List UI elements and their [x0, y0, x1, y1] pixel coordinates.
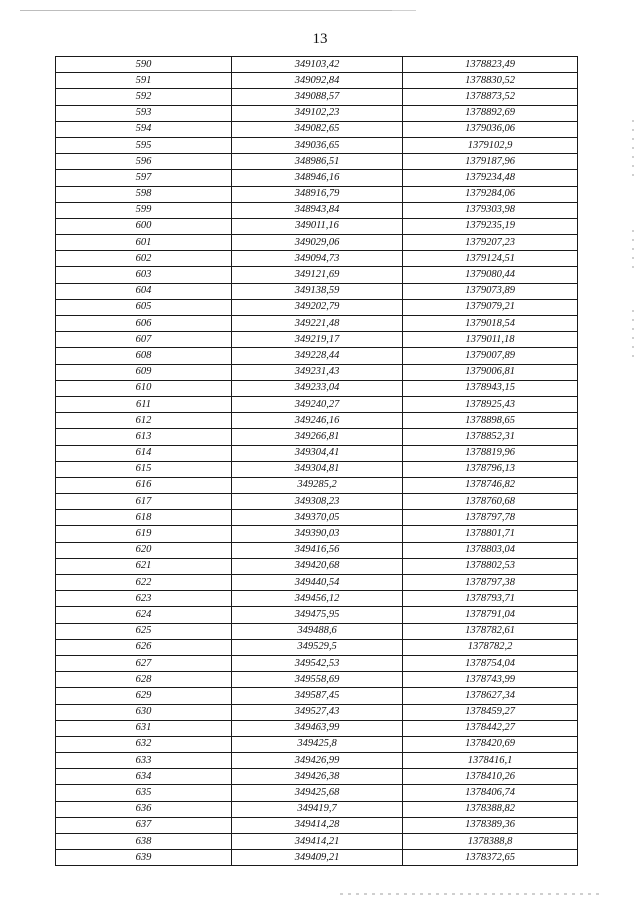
- point-number-cell: 598: [56, 186, 232, 202]
- y-coordinate-cell: 1378388,8: [403, 834, 578, 850]
- point-number-cell: 636: [56, 801, 232, 817]
- point-number-cell: 619: [56, 526, 232, 542]
- y-coordinate-cell: 1378873,52: [403, 89, 578, 105]
- x-coordinate-cell: 349420,68: [232, 558, 403, 574]
- y-coordinate-cell: 1378823,49: [403, 57, 578, 73]
- x-coordinate-cell: 348986,51: [232, 154, 403, 170]
- y-coordinate-cell: 1379006,81: [403, 364, 578, 380]
- x-coordinate-cell: 349587,45: [232, 688, 403, 704]
- point-number-cell: 616: [56, 477, 232, 493]
- point-number-cell: 605: [56, 299, 232, 315]
- x-coordinate-cell: 349266,81: [232, 429, 403, 445]
- point-number-cell: 604: [56, 283, 232, 299]
- table-row: [56, 510, 578, 526]
- table-row: [56, 801, 578, 817]
- x-coordinate-cell: 349228,44: [232, 348, 403, 364]
- point-number-cell: 612: [56, 413, 232, 429]
- point-number-cell: 637: [56, 817, 232, 833]
- point-number-cell: 600: [56, 218, 232, 234]
- point-number-cell: 607: [56, 332, 232, 348]
- x-coordinate-cell: 349285,2: [232, 477, 403, 493]
- x-coordinate-cell: 349308,23: [232, 494, 403, 510]
- y-coordinate-cell: 1379102,9: [403, 137, 578, 153]
- x-coordinate-cell: 349121,69: [232, 267, 403, 283]
- table-row: [56, 73, 578, 89]
- table-row: [56, 283, 578, 299]
- y-coordinate-cell: 1378791,04: [403, 607, 578, 623]
- table-row: [56, 121, 578, 137]
- y-coordinate-cell: 1378372,65: [403, 850, 578, 866]
- x-coordinate-cell: 349082,65: [232, 121, 403, 137]
- y-coordinate-cell: 1379080,44: [403, 267, 578, 283]
- y-coordinate-cell: 1378746,82: [403, 477, 578, 493]
- point-number-cell: 614: [56, 445, 232, 461]
- y-coordinate-cell: 1378754,04: [403, 655, 578, 671]
- coordinates-table-body: [56, 57, 578, 866]
- point-number-cell: 620: [56, 542, 232, 558]
- point-number-cell: 634: [56, 769, 232, 785]
- x-coordinate-cell: 349529,5: [232, 639, 403, 655]
- y-coordinate-cell: 1379234,48: [403, 170, 578, 186]
- point-number-cell: 628: [56, 672, 232, 688]
- x-coordinate-cell: 348946,16: [232, 170, 403, 186]
- point-number-cell: 602: [56, 251, 232, 267]
- point-number-cell: 639: [56, 850, 232, 866]
- table-row: [56, 477, 578, 493]
- y-coordinate-cell: 1379007,89: [403, 348, 578, 364]
- y-coordinate-cell: 1379011,18: [403, 332, 578, 348]
- y-coordinate-cell: 1378943,15: [403, 380, 578, 396]
- point-number-cell: 609: [56, 364, 232, 380]
- x-coordinate-cell: 349414,21: [232, 834, 403, 850]
- point-number-cell: 599: [56, 202, 232, 218]
- scan-bottom-marks: [340, 893, 600, 895]
- x-coordinate-cell: 349240,27: [232, 396, 403, 412]
- x-coordinate-cell: 349426,38: [232, 769, 403, 785]
- x-coordinate-cell: 349304,81: [232, 461, 403, 477]
- table-row: [56, 445, 578, 461]
- table-row: [56, 591, 578, 607]
- x-coordinate-cell: 349488,6: [232, 623, 403, 639]
- y-coordinate-cell: 1379235,19: [403, 218, 578, 234]
- table-row: [56, 623, 578, 639]
- x-coordinate-cell: 349425,8: [232, 736, 403, 752]
- x-coordinate-cell: 349029,06: [232, 235, 403, 251]
- table-row: [56, 672, 578, 688]
- table-row: [56, 429, 578, 445]
- y-coordinate-cell: 1378782,2: [403, 639, 578, 655]
- table-row: [56, 348, 578, 364]
- y-coordinate-cell: 1379079,21: [403, 299, 578, 315]
- y-coordinate-cell: 1378743,99: [403, 672, 578, 688]
- table-row: [56, 186, 578, 202]
- point-number-cell: 623: [56, 591, 232, 607]
- x-coordinate-cell: 349202,79: [232, 299, 403, 315]
- x-coordinate-cell: 349102,23: [232, 105, 403, 121]
- point-number-cell: 603: [56, 267, 232, 283]
- y-coordinate-cell: 1378797,78: [403, 510, 578, 526]
- y-coordinate-cell: 1378406,74: [403, 785, 578, 801]
- table-row: [56, 542, 578, 558]
- table-row: [56, 137, 578, 153]
- x-coordinate-cell: 349088,57: [232, 89, 403, 105]
- table-row: [56, 316, 578, 332]
- point-number-cell: 630: [56, 704, 232, 720]
- point-number-cell: 617: [56, 494, 232, 510]
- y-coordinate-cell: 1378852,31: [403, 429, 578, 445]
- table-row: [56, 575, 578, 591]
- y-coordinate-cell: 1378797,38: [403, 575, 578, 591]
- y-coordinate-cell: 1379073,89: [403, 283, 578, 299]
- point-number-cell: 624: [56, 607, 232, 623]
- table-row: [56, 704, 578, 720]
- x-coordinate-cell: 349231,43: [232, 364, 403, 380]
- table-row: [56, 332, 578, 348]
- table-row: [56, 817, 578, 833]
- point-number-cell: 629: [56, 688, 232, 704]
- table-row: [56, 251, 578, 267]
- y-coordinate-cell: 1378389,36: [403, 817, 578, 833]
- y-coordinate-cell: 1378420,69: [403, 736, 578, 752]
- x-coordinate-cell: 349542,53: [232, 655, 403, 671]
- y-coordinate-cell: 1378793,71: [403, 591, 578, 607]
- point-number-cell: 611: [56, 396, 232, 412]
- table-row: [56, 736, 578, 752]
- y-coordinate-cell: 1378802,53: [403, 558, 578, 574]
- point-number-cell: 592: [56, 89, 232, 105]
- y-coordinate-cell: 1378782,61: [403, 623, 578, 639]
- header-rule-fragment: [392, 10, 416, 11]
- point-number-cell: 633: [56, 753, 232, 769]
- table-row: [56, 494, 578, 510]
- table-row: [56, 526, 578, 542]
- coordinates-table: [55, 56, 578, 866]
- y-coordinate-cell: 1379207,23: [403, 235, 578, 251]
- x-coordinate-cell: 349409,21: [232, 850, 403, 866]
- table-row: [56, 688, 578, 704]
- x-coordinate-cell: 348943,84: [232, 202, 403, 218]
- x-coordinate-cell: 349527,43: [232, 704, 403, 720]
- x-coordinate-cell: 349463,99: [232, 720, 403, 736]
- y-coordinate-cell: 1379303,98: [403, 202, 578, 218]
- point-number-cell: 615: [56, 461, 232, 477]
- x-coordinate-cell: 349370,05: [232, 510, 403, 526]
- point-number-cell: 608: [56, 348, 232, 364]
- x-coordinate-cell: 349233,04: [232, 380, 403, 396]
- table-row: [56, 753, 578, 769]
- table-row: [56, 655, 578, 671]
- x-coordinate-cell: 349426,99: [232, 753, 403, 769]
- point-number-cell: 593: [56, 105, 232, 121]
- table-row: [56, 720, 578, 736]
- x-coordinate-cell: 349219,17: [232, 332, 403, 348]
- x-coordinate-cell: 349419,7: [232, 801, 403, 817]
- point-number-cell: 606: [56, 316, 232, 332]
- table-row: [56, 639, 578, 655]
- y-coordinate-cell: 1378388,82: [403, 801, 578, 817]
- x-coordinate-cell: 349456,12: [232, 591, 403, 607]
- x-coordinate-cell: 349416,56: [232, 542, 403, 558]
- table-row: [56, 558, 578, 574]
- x-coordinate-cell: 349440,54: [232, 575, 403, 591]
- x-coordinate-cell: 349092,84: [232, 73, 403, 89]
- y-coordinate-cell: 1378819,96: [403, 445, 578, 461]
- table-row: [56, 461, 578, 477]
- point-number-cell: 626: [56, 639, 232, 655]
- y-coordinate-cell: 1379187,96: [403, 154, 578, 170]
- y-coordinate-cell: 1378459,27: [403, 704, 578, 720]
- x-coordinate-cell: 349011,16: [232, 218, 403, 234]
- table-row: [56, 57, 578, 73]
- scan-edge-marks: [632, 310, 634, 360]
- table-row: [56, 299, 578, 315]
- y-coordinate-cell: 1379124,51: [403, 251, 578, 267]
- table-row: [56, 785, 578, 801]
- x-coordinate-cell: 349103,42: [232, 57, 403, 73]
- point-number-cell: 618: [56, 510, 232, 526]
- y-coordinate-cell: 1378898,65: [403, 413, 578, 429]
- point-number-cell: 632: [56, 736, 232, 752]
- table-row: [56, 267, 578, 283]
- point-number-cell: 625: [56, 623, 232, 639]
- y-coordinate-cell: 1379284,06: [403, 186, 578, 202]
- table-row: [56, 834, 578, 850]
- table-row: [56, 89, 578, 105]
- y-coordinate-cell: 1379018,54: [403, 316, 578, 332]
- point-number-cell: 591: [56, 73, 232, 89]
- scan-edge-marks: [632, 230, 634, 270]
- point-number-cell: 613: [56, 429, 232, 445]
- x-coordinate-cell: 349558,69: [232, 672, 403, 688]
- point-number-cell: 621: [56, 558, 232, 574]
- y-coordinate-cell: 1378803,04: [403, 542, 578, 558]
- table-row: [56, 218, 578, 234]
- point-number-cell: 590: [56, 57, 232, 73]
- table-row: [56, 413, 578, 429]
- header-rule: [20, 10, 392, 11]
- point-number-cell: 601: [56, 235, 232, 251]
- y-coordinate-cell: 1378796,13: [403, 461, 578, 477]
- table-row: [56, 769, 578, 785]
- y-coordinate-cell: 1378410,26: [403, 769, 578, 785]
- table-row: [56, 235, 578, 251]
- point-number-cell: 597: [56, 170, 232, 186]
- point-number-cell: 595: [56, 137, 232, 153]
- point-number-cell: 594: [56, 121, 232, 137]
- table-row: [56, 105, 578, 121]
- y-coordinate-cell: 1378830,52: [403, 73, 578, 89]
- table-row: [56, 850, 578, 866]
- x-coordinate-cell: 349221,48: [232, 316, 403, 332]
- y-coordinate-cell: 1378892,69: [403, 105, 578, 121]
- x-coordinate-cell: 349246,16: [232, 413, 403, 429]
- y-coordinate-cell: 1378760,68: [403, 494, 578, 510]
- x-coordinate-cell: 348916,79: [232, 186, 403, 202]
- x-coordinate-cell: 349425,68: [232, 785, 403, 801]
- table-row: [56, 607, 578, 623]
- y-coordinate-cell: 1378925,43: [403, 396, 578, 412]
- x-coordinate-cell: 349414,28: [232, 817, 403, 833]
- table-row: [56, 380, 578, 396]
- x-coordinate-cell: 349036,65: [232, 137, 403, 153]
- point-number-cell: 610: [56, 380, 232, 396]
- point-number-cell: 631: [56, 720, 232, 736]
- point-number-cell: 596: [56, 154, 232, 170]
- x-coordinate-cell: 349304,41: [232, 445, 403, 461]
- table-row: [56, 364, 578, 380]
- table-row: [56, 396, 578, 412]
- x-coordinate-cell: 349094,73: [232, 251, 403, 267]
- y-coordinate-cell: 1379036,06: [403, 121, 578, 137]
- x-coordinate-cell: 349138,59: [232, 283, 403, 299]
- y-coordinate-cell: 1378416,1: [403, 753, 578, 769]
- scan-edge-marks: [632, 120, 634, 180]
- x-coordinate-cell: 349475,95: [232, 607, 403, 623]
- point-number-cell: 638: [56, 834, 232, 850]
- y-coordinate-cell: 1378627,34: [403, 688, 578, 704]
- table-row: [56, 202, 578, 218]
- table-row: [56, 170, 578, 186]
- y-coordinate-cell: 1378442,27: [403, 720, 578, 736]
- table-row: [56, 154, 578, 170]
- point-number-cell: 622: [56, 575, 232, 591]
- y-coordinate-cell: 1378801,71: [403, 526, 578, 542]
- x-coordinate-cell: 349390,03: [232, 526, 403, 542]
- point-number-cell: 635: [56, 785, 232, 801]
- point-number-cell: 627: [56, 655, 232, 671]
- page-number: 13: [312, 31, 328, 47]
